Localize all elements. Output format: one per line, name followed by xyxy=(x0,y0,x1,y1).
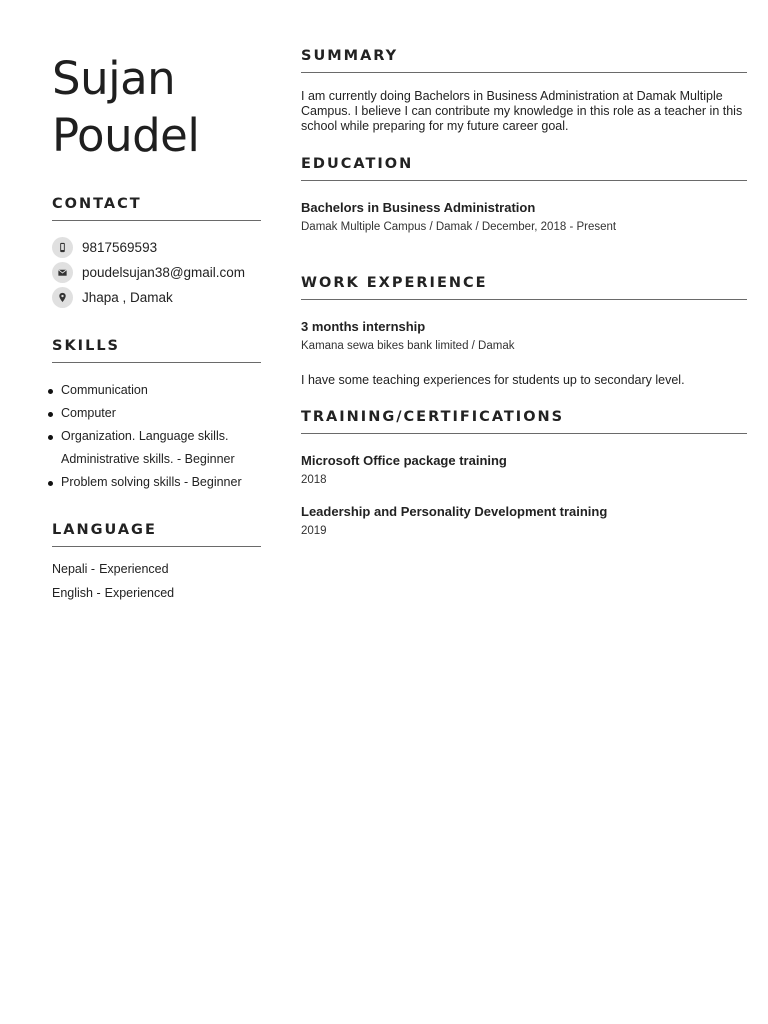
language-item xyxy=(52,557,261,581)
location-icon xyxy=(52,287,73,308)
language-level: Experienced xyxy=(99,562,169,576)
right-column xyxy=(301,48,747,539)
contact-list xyxy=(52,235,261,310)
education-heading: EDUCATION xyxy=(301,156,747,181)
email-icon xyxy=(52,262,73,283)
bullet-icon xyxy=(48,481,53,486)
training-name: Microsoft Office package training xyxy=(301,453,507,468)
skill-item xyxy=(52,379,261,402)
training-section xyxy=(301,409,747,539)
education-section xyxy=(301,156,747,235)
last-name: Poudel xyxy=(52,109,200,162)
language-name: Nepali - xyxy=(52,562,96,576)
language-heading: LANGUAGE xyxy=(52,522,261,547)
education-entry xyxy=(301,199,747,235)
language-level: Experienced xyxy=(104,586,175,600)
phone-number[interactable]: 9817569593 xyxy=(82,240,158,255)
summary-heading: SUMMARY xyxy=(301,48,747,73)
training-entry xyxy=(301,452,747,488)
skill-label: Organization. Language skills. xyxy=(61,429,229,443)
summary-text: I am currently doing Bachelors in Business Administration at Damak Multiple Campus. I believe I can contribute my knowledge in this role as a teacher in this school while preparing for my future career goal. xyxy=(301,89,743,133)
language-list xyxy=(52,557,261,605)
location-text: Jhapa , Damak xyxy=(82,290,173,305)
skills-list xyxy=(52,379,261,494)
bullet-icon xyxy=(48,389,53,394)
degree-details: Damak Multiple Campus / Damak / December, 2018 - Present xyxy=(301,221,617,233)
skill-item xyxy=(52,425,261,448)
skill-label: Communication xyxy=(61,383,148,397)
skill-label: Administrative skills. - Beginner xyxy=(61,452,235,466)
skill-item xyxy=(52,471,261,494)
degree-title: Bachelors in Business Administration xyxy=(301,200,536,215)
training-heading: TRAINING/CERTIFICATIONS xyxy=(301,409,747,434)
bullet-icon xyxy=(48,435,53,440)
summary-section xyxy=(301,48,747,134)
email-address[interactable]: poudelsujan38@gmail.com xyxy=(82,265,246,280)
contact-phone xyxy=(52,235,261,260)
contact-email xyxy=(52,260,261,285)
language-name: English - xyxy=(52,586,101,600)
training-name: Leadership and Personality Development training xyxy=(301,504,608,519)
contact-heading: CONTACT xyxy=(52,196,261,221)
contact-location xyxy=(52,285,261,310)
work-entry xyxy=(301,318,747,388)
candidate-name xyxy=(52,50,261,164)
training-year: 2019 xyxy=(301,525,327,537)
training-entry xyxy=(301,503,747,539)
skills-heading: SKILLS xyxy=(52,338,261,363)
work-description: I have some teaching experiences for students up to secondary level. xyxy=(301,373,685,387)
work-role: 3 months internship xyxy=(301,319,426,334)
language-item xyxy=(52,581,261,605)
work-section xyxy=(301,275,747,388)
bullet-icon xyxy=(48,412,53,417)
skill-label: Computer xyxy=(61,406,116,420)
work-heading: WORK EXPERIENCE xyxy=(301,275,747,300)
first-name: Sujan xyxy=(52,52,176,105)
skill-item-continued xyxy=(52,448,261,471)
work-details: Kamana sewa bikes bank limited / Damak xyxy=(301,340,515,352)
training-year: 2018 xyxy=(301,474,327,486)
left-column xyxy=(52,50,261,605)
skill-item xyxy=(52,402,261,425)
skill-label: Problem solving skills - Beginner xyxy=(61,475,242,489)
phone-icon xyxy=(52,237,73,258)
